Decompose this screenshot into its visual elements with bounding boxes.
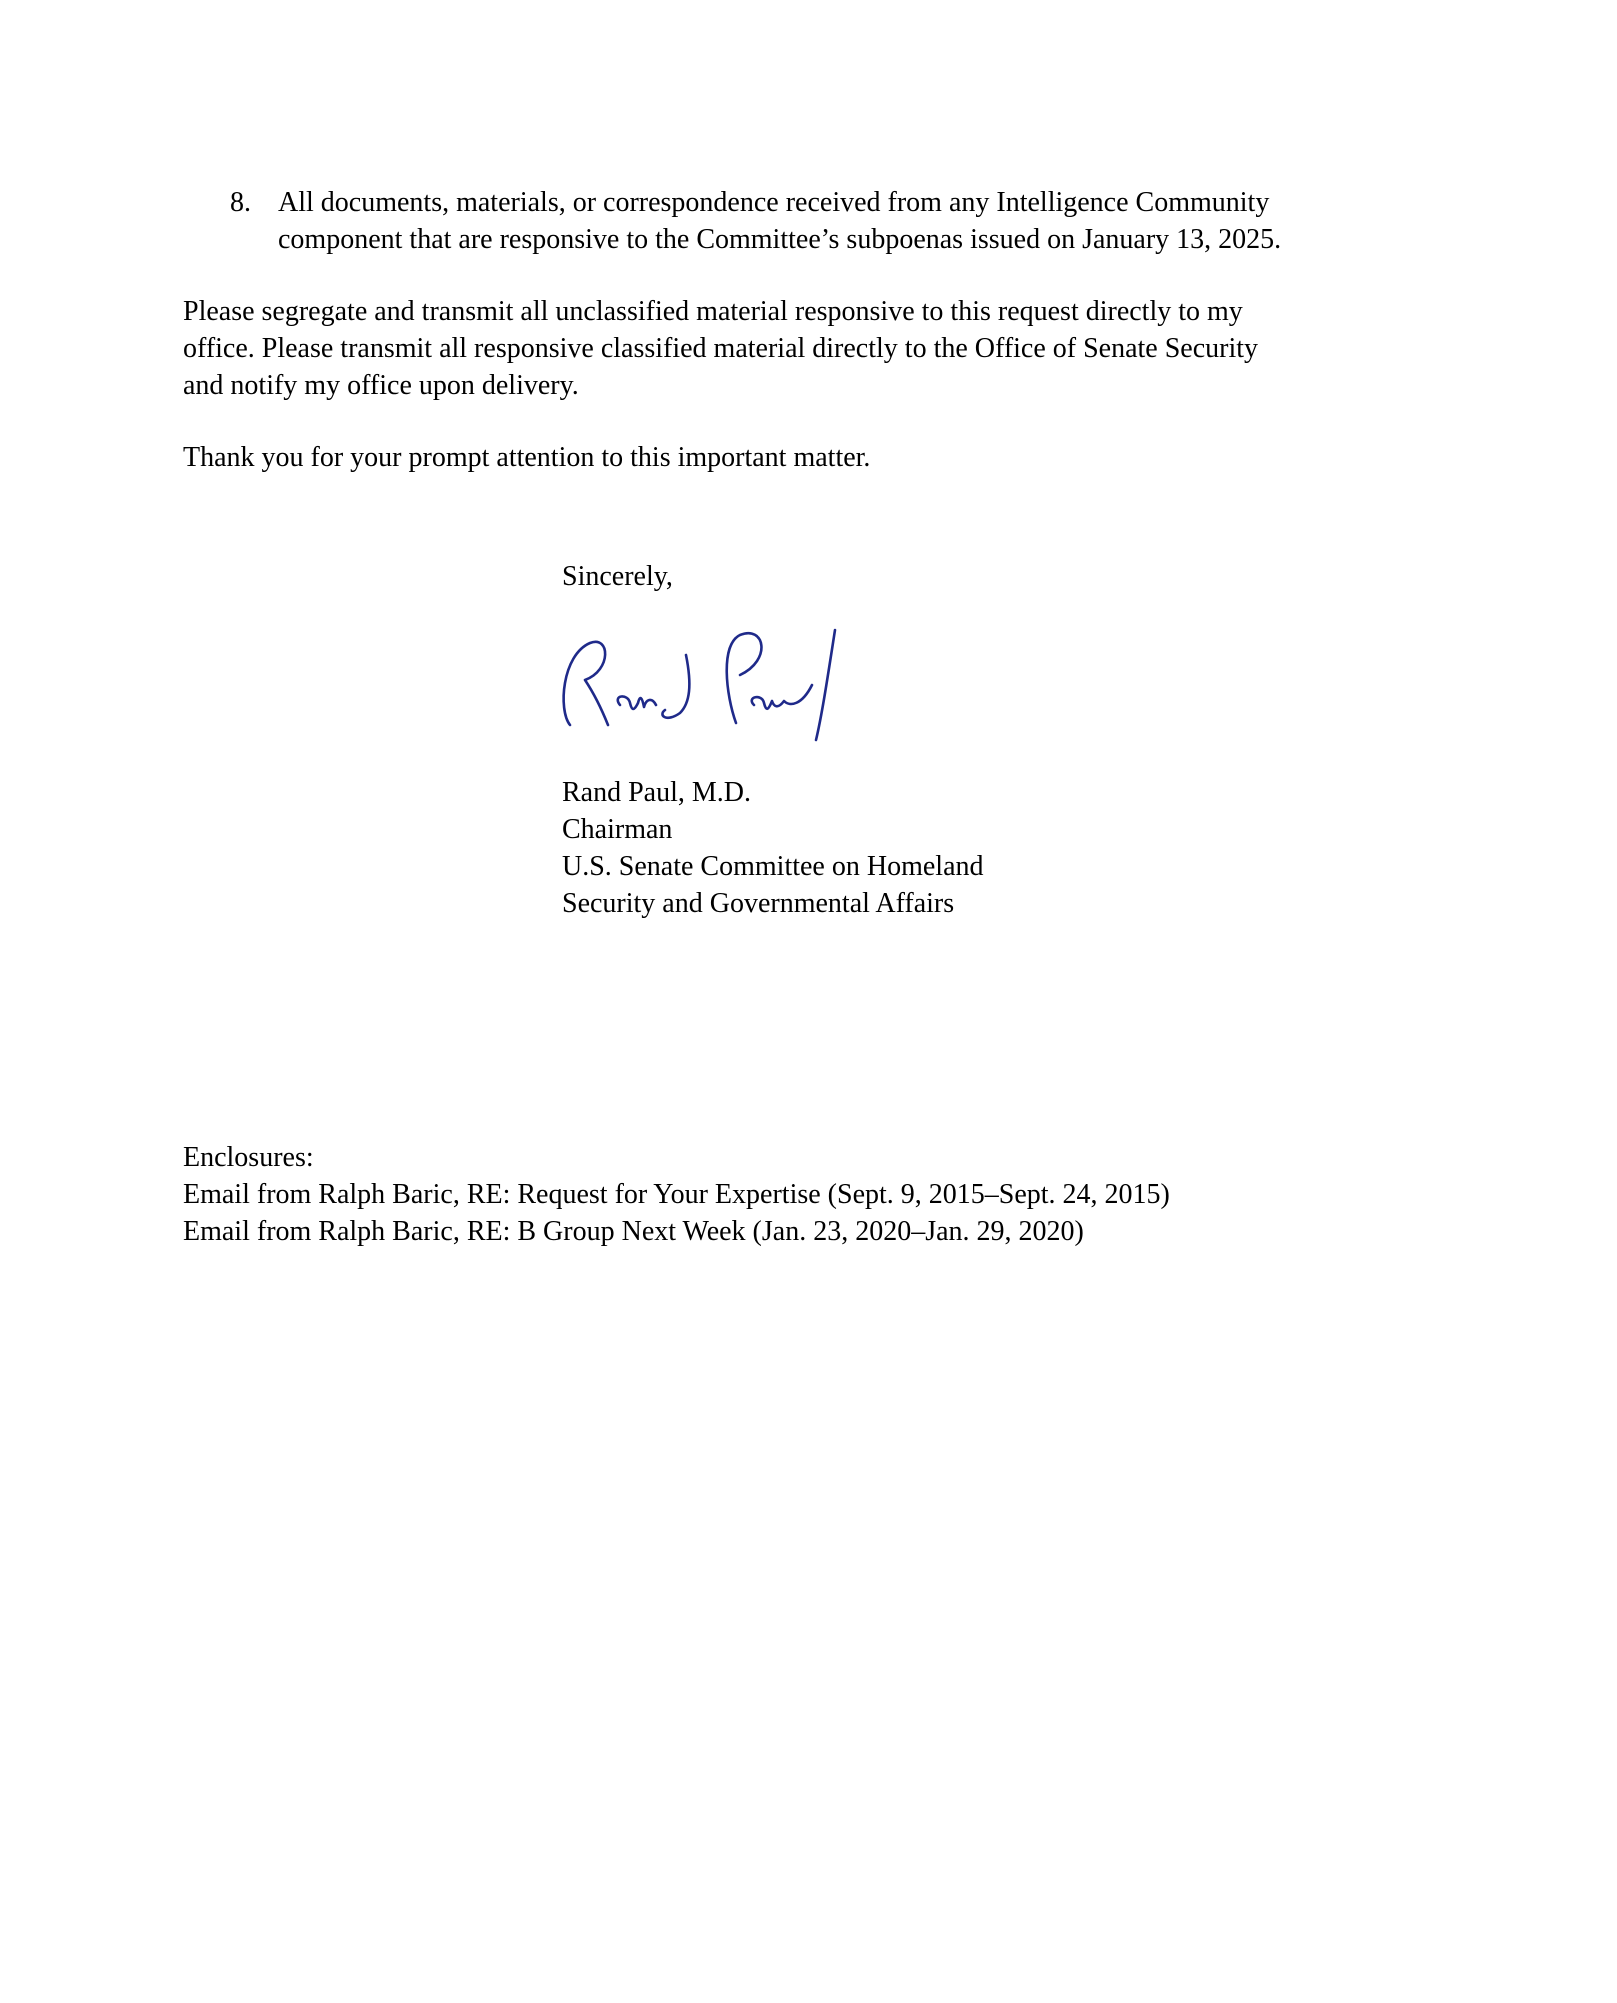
signer-name: Rand Paul, M.D. bbox=[562, 777, 751, 808]
thanks-paragraph: Thank you for your prompt attention to this important matter. bbox=[183, 442, 871, 473]
committee-line: U.S. Senate Committee on Homeland bbox=[562, 851, 984, 882]
salutation: Sincerely, bbox=[562, 561, 673, 592]
enclosure-item: Email from Ralph Baric, RE: B Group Next Week (Jan. 23, 2020–Jan. 29, 2020) bbox=[183, 1216, 1084, 1247]
enclosures-heading: Enclosures: bbox=[183, 1142, 314, 1173]
paragraph-line: and notify my office upon delivery. bbox=[183, 370, 579, 401]
list-item-line: All documents, materials, or correspondence received from any Intelligence Community bbox=[278, 187, 1270, 218]
signature-image bbox=[540, 615, 900, 760]
list-number: 8. bbox=[230, 187, 251, 218]
list-item-line: component that are responsive to the Committee’s subpoenas issued on January 13, 2025. bbox=[278, 224, 1282, 255]
paragraph-line: office. Please transmit all responsive classified material directly to the Office of Senate Security bbox=[183, 333, 1259, 364]
signer-title: Chairman bbox=[562, 814, 673, 845]
paragraph-line: Please segregate and transmit all unclassified material responsive to this request directly to my bbox=[183, 296, 1243, 327]
enclosure-item: Email from Ralph Baric, RE: Request for Your Expertise (Sept. 9, 2015–Sept. 24, 2015) bbox=[183, 1179, 1170, 1210]
committee-line: Security and Governmental Affairs bbox=[562, 888, 955, 919]
